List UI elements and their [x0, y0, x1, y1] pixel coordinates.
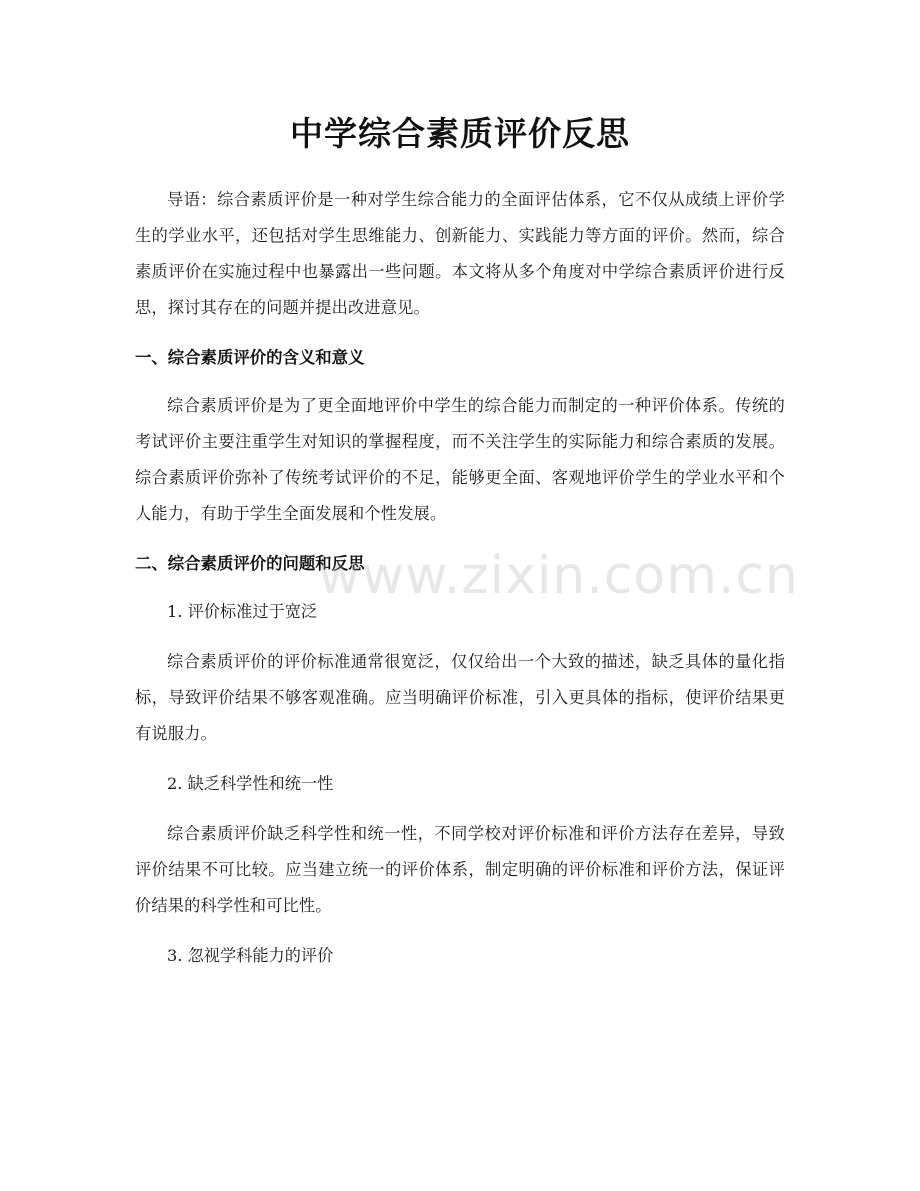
intro-paragraph: 导语：综合素质评价是一种对学生综合能力的全面评估体系，它不仅从成绩上评价学生的学业水平，还包括对学生思维能力、创新能力、实践能力等方面的评价。然而，综合素质评价在实施过程中也暴露出一些问题。本文将从多个角度对中学综合素质评价进行反思，探讨其存在的问题并提出改进意见。 [135, 190, 785, 317]
document-title: 中学综合素质评价反思 [290, 114, 630, 153]
item-1-paragraph: 综合素质评价的评价标准通常很宽泛，仅仅给出一个大致的描述，缺乏具体的量化指标，导致评价结果不够客观准确。应当明确评价标准，引入更具体的指标，使评价结果更有说服力。 [135, 652, 785, 743]
item-2-title: 2. 缺乏科学性和统一性 [167, 774, 334, 793]
section-1-heading: 一、综合素质评价的含义和意义 [135, 348, 365, 367]
section-1-paragraph: 综合素质评价是为了更全面地评价中学生的综合能力而制定的一种评价体系。传统的考试评价主要注重学生对知识的掌握程度，而不关注学生的实际能力和综合素质的发展。综合素质评价弥补了传统考试评价的不足，能够更全面、客观地评价学生的学业水平和个人能力，有助于学生全面发展和个性发展。 [135, 396, 785, 523]
item-2-paragraph: 综合素质评价缺乏科学性和统一性，不同学校对评价标准和评价方法存在差异，导致评价结果不可比较。应当建立统一的评价体系，制定明确的评价标准和评价方法，保证评价结果的科学性和可比性。 [135, 824, 785, 915]
item-3-title: 3. 忽视学科能力的评价 [167, 946, 334, 965]
section-2-heading: 二、综合素质评价的问题和反思 [135, 554, 365, 573]
document-body [135, 182, 785, 988]
item-1-title: 1. 评价标准过于宽泛 [167, 602, 318, 621]
watermark: www.zixin.com.cn [318, 546, 799, 606]
